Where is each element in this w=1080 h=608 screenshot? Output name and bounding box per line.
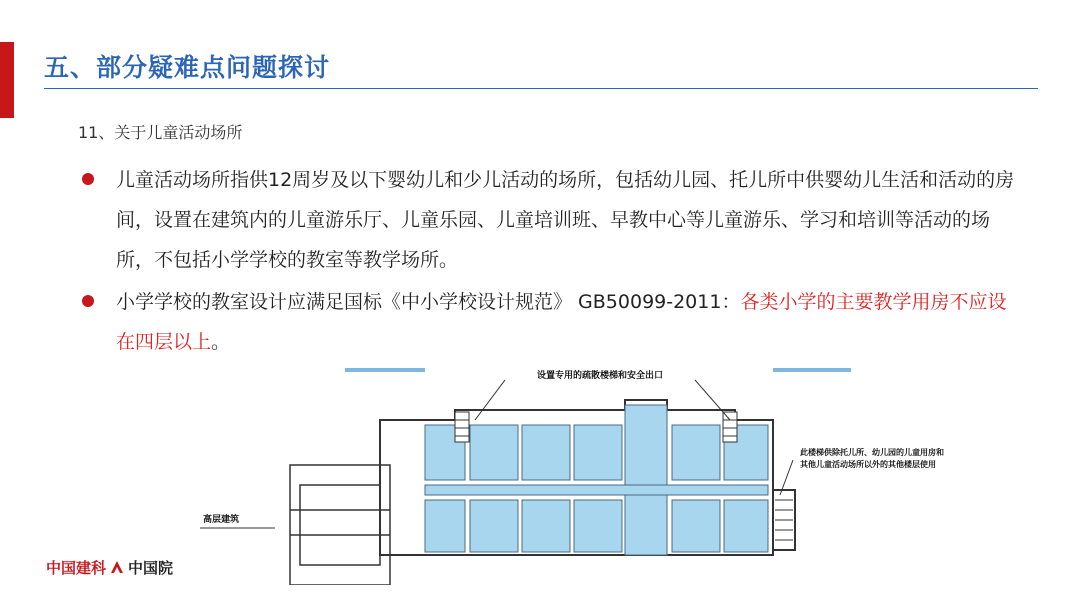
bullet-text-suffix: 。 [211,331,231,353]
floor-plan-diagram [175,360,990,585]
bullet-dot-icon [82,173,94,185]
company-logo [46,555,173,579]
bullet-text-prefix: 小学学校的教室设计应满足国标《中小学校设计规范》 GB50099-2011： [116,291,741,313]
plan-label-left: 高层建筑 [203,515,240,525]
plan-top-rule-left [345,368,425,372]
logo-mark-icon [110,560,124,574]
bullet-text: 儿童活动场所指供12周岁及以下婴幼儿和少儿活动的场所，包括幼儿园、托儿所中供婴幼儿生活和活动的房间，设置在建筑内的儿童游乐厅、儿童乐园、儿童培训班、早教中心等儿童游乐、学习和培训等活动的场所，不包括小学学校的教室等教学场所。 [116,169,1015,271]
title-divider [44,88,1038,89]
plan-rooms [425,405,768,555]
logo-institute-text: 中国院 [128,558,174,577]
plan-top-rule-right [773,368,851,372]
bullet-item-standard [80,282,1015,362]
section-subheading: 11、关于儿童活动场所 [78,123,243,142]
plan-label-right-line2: 其他儿童活动场所以外的其他楼层使用 [800,460,936,469]
bullet-list [80,160,1015,362]
plan-left-building [290,465,390,585]
page-title: 五、部分疑难点问题探讨 [44,53,331,82]
logo-brand-text: 中国建科 [46,558,107,577]
bullet-item-definition [80,160,1015,280]
bullet-text-highlight: 各类小学的主要教学用房不应设在四层以上 [116,291,1007,353]
plan-label-right-line1: 此楼梯供除托儿所、幼儿园的儿童用房和 [800,448,944,457]
title-accent-bar [0,42,14,118]
bullet-dot-icon [82,295,94,307]
plan-label-top: 设置专用的疏散楼梯和安全出口 [536,371,664,381]
